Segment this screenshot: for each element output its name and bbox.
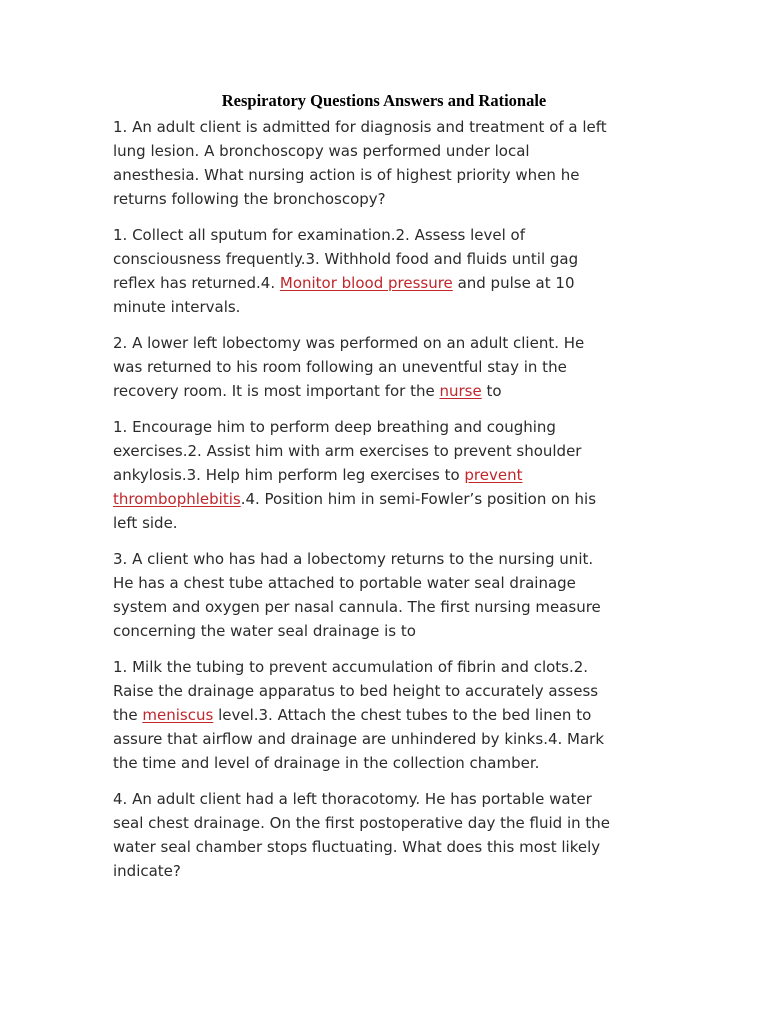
question-2	[113, 331, 658, 403]
text-line: 1. Milk the tubing to prevent accumulation of fibrin and clots.2.	[113, 658, 589, 676]
text-line: system and oxygen per nasal cannula. The first nursing measure	[113, 598, 601, 616]
text-line: ankylosis.3. Help him perform leg exercises to	[113, 466, 465, 484]
text-line: He has a chest tube attached to portable water seal drainage	[113, 574, 576, 592]
text-line: was returned to his room following an uneventful stay in the	[113, 358, 567, 376]
question-3	[113, 547, 658, 643]
text-line: the	[113, 706, 143, 724]
answer-options-3	[113, 655, 658, 775]
text-line: seal chest drainage. On the first postoperative day the fluid in the	[113, 814, 611, 832]
document-body	[113, 115, 658, 895]
text-line: minute intervals.	[113, 298, 241, 316]
text-line: concerning the water seal drainage is to	[113, 622, 416, 640]
prevent-link[interactable]: prevent	[464, 466, 523, 484]
question-4	[113, 787, 658, 883]
meniscus-link[interactable]: meniscus	[142, 706, 214, 724]
text-line: 3. A client who has had a lobectomy returns to the nursing unit.	[113, 550, 594, 568]
document-title: Respiratory Questions Answers and Rationale	[221, 91, 547, 110]
text-line: recovery room. It is most important for the	[113, 382, 440, 400]
monitor-blood-pressure-link[interactable]: Monitor blood pressure	[279, 274, 453, 292]
nurse-link[interactable]: nurse	[439, 382, 482, 400]
text-line: Raise the drainage apparatus to bed height to accurately assess	[113, 682, 599, 700]
answer-options-1	[113, 223, 658, 319]
text-line: and pulse at 10	[452, 274, 575, 292]
text-line: indicate?	[113, 862, 181, 880]
text-line: 1. Encourage him to perform deep breathing and coughing	[113, 418, 556, 436]
text-line: level.3. Attach the chest tubes to the bed linen to	[213, 706, 592, 724]
text-line: exercises.2. Assist him with arm exercises to prevent shoulder	[113, 442, 582, 460]
thrombophlebitis-link[interactable]: thrombophlebitis	[113, 490, 241, 508]
question-1	[113, 115, 658, 211]
text-line: water seal chamber stops fluctuating. What does this most likely	[113, 838, 601, 856]
text-line: 2. A lower left lobectomy was performed on an adult client. He	[113, 334, 585, 352]
text-line: reflex has returned.4.	[113, 274, 280, 292]
text-line: returns following the bronchoscopy?	[113, 190, 386, 208]
text-line: anesthesia. What nursing action is of highest priority when he	[113, 166, 580, 184]
answer-options-2	[113, 415, 658, 535]
text-line: 1. Collect all sputum for examination.2. Assess level of	[113, 226, 525, 244]
text-line: the time and level of drainage in the collection chamber.	[113, 754, 540, 772]
text-line: 4. An adult client had a left thoracotomy. He has portable water	[113, 790, 592, 808]
text-line: 1. An adult client is admitted for diagnosis and treatment of a left	[113, 118, 607, 136]
text-line: left side.	[113, 514, 178, 532]
text-line: lung lesion. A bronchoscopy was performed under local	[113, 142, 530, 160]
text-line: .4. Position him in semi-Fowler’s position on his	[240, 490, 597, 508]
text-line: assure that airflow and drainage are unhindered by kinks.4. Mark	[113, 730, 605, 748]
text-line: to	[481, 382, 502, 400]
text-line: consciousness frequently.3. Withhold food and fluids until gag	[113, 250, 579, 268]
